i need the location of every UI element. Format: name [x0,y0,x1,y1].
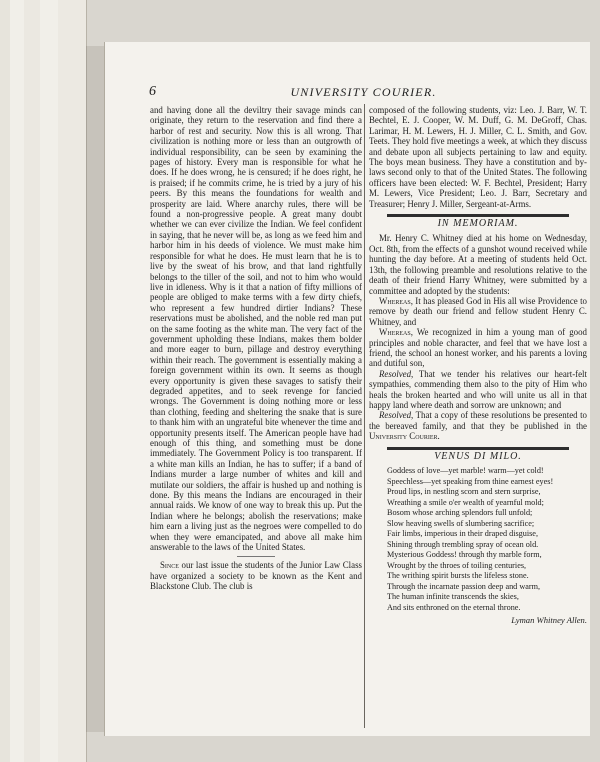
poem-author: Lyman Whitney Allen. [511,615,587,625]
masthead-title: UNIVERSITY COURIER. [290,85,437,99]
whereas-2-text: , We recognized in him a young man of good principles and noble character, and feel that we have lost a friend, the school an honest worker, and his parents a loving and dutiful son, [369,327,587,369]
section-rule [387,214,569,217]
resolved-2 [369,410,587,441]
poem-line: The human infinite transcends the skies, [387,592,519,601]
section-divider [237,556,275,557]
poem-line: Speechless—yet speaking from thine earnest eyes! [387,476,554,486]
indian-policy-article: and having done all the deviltry their savage minds can originate, they return to the reservation and find there a harbor of rest and security. Now this is all wrong. That civilization is nothing more or less than an outgrowth of individual responsibility, can be seen by examining the pages of history. Every man is responsible for what he does. If he does wrong, he is censured; if he does right, he is praised; if he commits crime, he is tried by a jury of his peers. By this means the foundations for wealth and prosperity are laid. Where anarchy rules, there will be found a non-progressive people. A great many doubt whether we can ever civilize the Indian. We feel confident in saying, that he never will be, as long as we feed him and harbor him in his deeds of violence. We must make him responsible for what he does. He must learn that he is to live by the sweat of his brow, and that land rightfully belongs to the tiller of the soil, and not to him who would live in idleness. Why is it that a nation of fifty millions of people are obliged to make terms with a few dirty chiefs, who represent a few hundred dirtier Indians? These reservations must be abolished, and the noble red man put on the same footing as the white man. The very fact of the government upholding these Indians, makes them bolder and more eager to burn, pillage and destroy everything within their reach. The government is essentially making a foreign government within its own. It seems as though every opportunity is given these savages to satisfy their degraded appetites, and to seek revenge for fancied wrongs. The Government is doing nothing more or less than clothing, feeding and sheltering the snake that is sure to thank him with an ungrateful bite whenever the time and opportunity presents itself. The American people have had enough of this thing, and something must be done immediately. The Government Policy is too transparent. If a white man kills an Indian, he has to suffer; if a band of Indians murder a large number of whites and kill and mutilate our soldiers, the affair is hushed up and nothing is done. By this means the Indians are encouraged in their annual raids. We know of one way to break this up. Put the Indian where he belongs; abolish the reservations; make him earn a living just as the negroes were compelled to do when they were emancipated, and above all make him answerable to the laws of the United States. [150,105,362,553]
law-club-text: our last issue the students of the Junior Law Class have organized a society to be known as the Kent and Blackstone Club. The club is [150,560,362,592]
page-edge [58,0,87,762]
law-club-article [150,560,362,591]
page-edge [10,0,25,762]
poem-line: Fair limbs, imperious in their draped disguise, [387,529,538,538]
poem-line: Bosom whose arching splendors full unfold; [387,508,533,517]
book-binding [86,46,105,732]
paper-name: University Courier [369,431,438,442]
poem-title: VENUS DI MILO. [434,450,522,462]
resolved-2-text: , That a copy of these resolutions be presented to the bereaved family, and that they be published in the [369,410,587,431]
page-edge [24,0,41,762]
poem-body [387,466,587,613]
right-column [369,105,587,625]
resolved-1 [369,369,587,411]
page-number: 6 [149,84,156,99]
law-club-lead: Since [160,560,179,571]
period: . [437,431,440,442]
memoriam-intro: Mr. Henry C. Whitney died at his home on Wednesday, Oct. 8th, from the effects of a gunshot wound received while hunting the day before. At a meeting of students held Oct. 13th, the following preamble and resolutions relative to the death of their friend Harry Whitney, were submitted by a committee and adopted by the students: [369,233,587,296]
page-header [149,84,578,100]
column-divider [364,104,365,728]
page-edge [40,0,59,762]
law-club-continued: composed of the following students, viz: Leo. J. Barr, W. T. Bechtel, E. J. Cooper, W. M. Duff, G. M. DeGroff, Chas. Larimar, H. M. Lewers, H. J. Miller, C. L. Smith, and Gov. Teets. They hold five meetings a week, at which they discuss and debate upon all subjects pertaining to law and equity. The boys mean business. They have a constitution and by-laws second only to that of the United States. The following officers have been elected: W. F. Bechtel, President; Harry M. Lewers, Vice President; Leo. J. Barr, Secretary and Treasurer; Henry J. Miller, Sergeant-at-Arms. [369,105,587,209]
newspaper-page [104,42,590,736]
poem-line: Slow heaving swells of slumbering sacrifice; [387,518,535,528]
poem-line: Wreathing a smile o'er wealth of yearnful mold; [387,497,544,507]
poem-line: The writhing spirit bursts the lifeless stone. [387,571,529,580]
whereas-1 [369,296,587,327]
poem-line: Goddess of love—yet marble! warm—yet cold! [387,466,544,475]
memoriam-title: IN MEMORIAM. [437,218,519,230]
whereas-2 [369,327,587,369]
resolved-word: Resolved [379,368,412,379]
whereas-word: Whereas [379,295,411,306]
resolved-1-text: , That we tender his relatives our heart-felt sympathies, commending them also to the pity of Him who heals the broken hearted and who will unite us all in that happy land where death and sorrow are unknown; and [369,368,587,410]
poem-line: Wrought by the throes of toiling centuries, [387,560,527,570]
poem-line: Through the incarnate passion deep and warm, [387,581,541,591]
poem-line: Mysterious Goddess! through thy marble form, [387,550,542,559]
left-column [150,105,362,592]
poem-line: Proud lips, in nestling scorn and stern surprise, [387,487,541,496]
resolved-word: Resolved [379,410,412,421]
whereas-1-text: , It has pleased God in His all wise Providence to remove by death our friend and fellow student Henry C. Whitney, and [369,295,587,327]
section-rule [387,447,569,450]
poem-line: And sits enthroned on the eternal throne. [387,602,521,612]
whereas-word: Whereas [379,327,411,338]
poem-line: Shining through trembling spray of ocean old. [387,539,539,549]
